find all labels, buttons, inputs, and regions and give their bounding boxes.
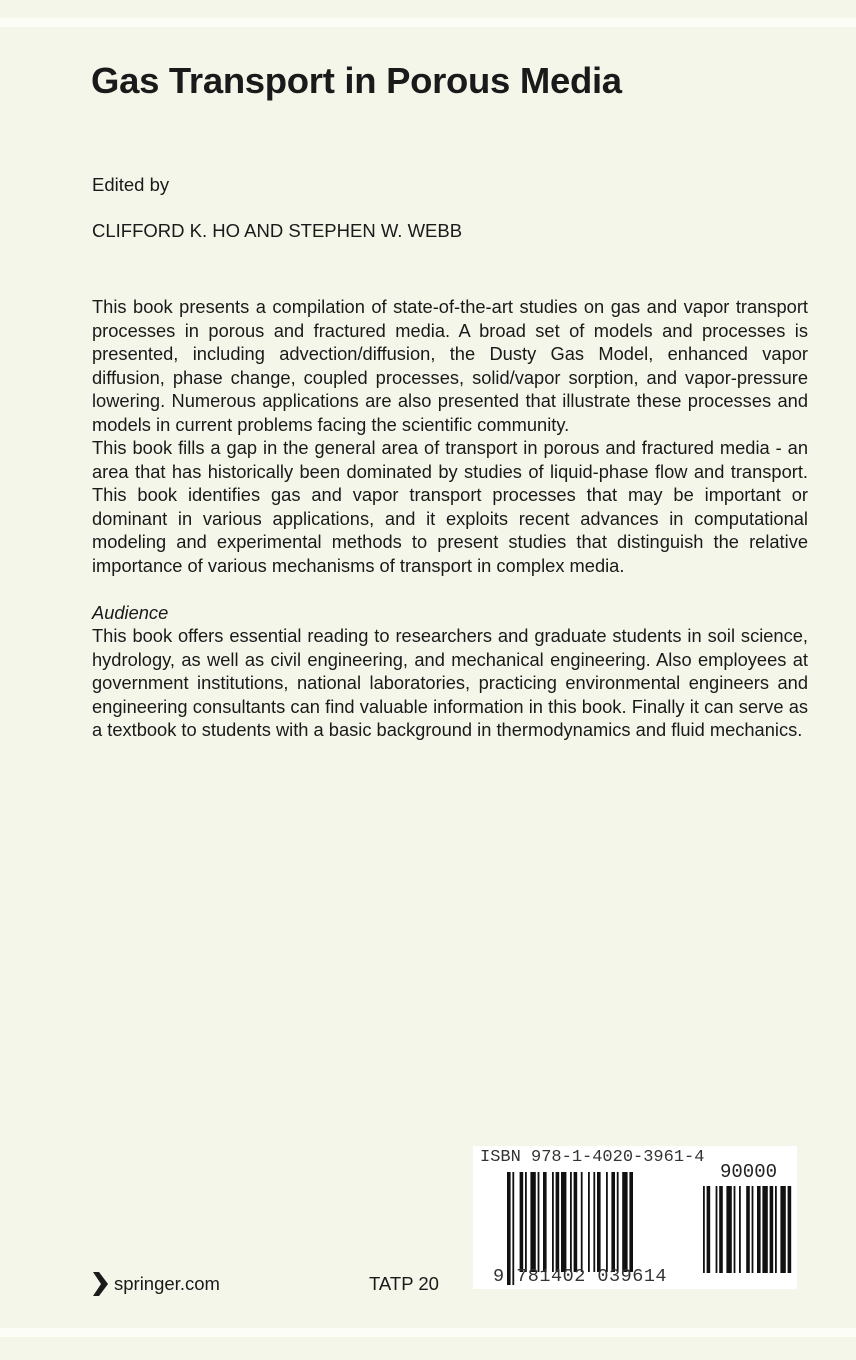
- barcode-bar: [520, 1172, 524, 1272]
- barcode-bar: [629, 1172, 633, 1272]
- audience-heading: Audience: [92, 601, 169, 623]
- barcode-bar: [611, 1172, 615, 1272]
- barcode-bar: [543, 1172, 547, 1272]
- barcode-bar: [622, 1172, 627, 1272]
- description-paragraph: This book presents a compilation of state-of-the-art studies on gas and vapor transport processes in porous and fractured media. A broad set of models and processes is presented, including advection/diffusion, the Dusty Gas Model, enhanced vapor diffusion, phase change, coupled processes, solid/vapor sorption, and vapor-pressure lowering. Numerous applications are also presented that illustrate these processes and models in current problems facing the scientific community.: [92, 296, 808, 435]
- ean-digits: 9 781402 039614: [493, 1266, 668, 1287]
- addon-bar: [746, 1186, 750, 1273]
- barcode-bar: [606, 1172, 608, 1272]
- website-label: springer.com: [114, 1273, 220, 1294]
- description-paragraph: This book fills a gap in the general area of transport in porous and fractured media - an area that has historically been dominated by studies of liquid-phase flow and transport. This book identifies gas and vapor transport processes that may be important or dominant in various applications, and it exploits recent advances in computational modeling and experimental methods to present studies that distinguish the relative importance of various mechanisms of transport in complex media.: [92, 437, 808, 576]
- barcode-bar: [574, 1172, 578, 1272]
- addon-bar: [757, 1186, 761, 1273]
- barcode-bar: [552, 1172, 554, 1272]
- addon-bar: [719, 1186, 723, 1273]
- top-stripe: [0, 18, 856, 27]
- addon-code: 90000: [720, 1161, 778, 1183]
- series-code: TATP 20: [369, 1273, 439, 1294]
- addon-bar: [716, 1186, 718, 1273]
- barcode-bar: [538, 1172, 540, 1272]
- barcode-bar: [561, 1172, 566, 1272]
- addon-bar: [707, 1186, 711, 1273]
- addon-bar: [762, 1186, 767, 1273]
- chevron-right-icon: [92, 1272, 108, 1296]
- addon-bar: [726, 1186, 731, 1273]
- barcode-bar: [617, 1172, 619, 1272]
- barcode-bar: [556, 1172, 560, 1272]
- bottom-stripe: [0, 1328, 856, 1337]
- book-title: Gas Transport in Porous Media: [91, 60, 622, 101]
- barcode-bar: [597, 1172, 601, 1272]
- description: [92, 295, 808, 742]
- springer-link[interactable]: [92, 1272, 220, 1296]
- addon-bar: [703, 1186, 705, 1273]
- edited-by-label: Edited by: [92, 174, 170, 195]
- addon-bar: [739, 1186, 741, 1273]
- barcode-bar: [593, 1172, 595, 1272]
- addon-bar: [775, 1186, 777, 1273]
- addon-bar: [780, 1186, 785, 1273]
- addon-bar: [752, 1186, 754, 1273]
- barcode-bar: [570, 1172, 572, 1272]
- addon-bar: [734, 1186, 736, 1273]
- audience-text: This book offers essential reading to researchers and graduate students in soil science, hydrology, as well as civil engineering, and mechanical engineering. Also employees at government institutions, national laboratories, practicing environmental engineers and engineering consultants can find valuable information in this book. Finally it can serve as a textbook to students with a basic background in thermodynamics and fluid mechanics.: [92, 625, 808, 740]
- barcode-bar: [525, 1172, 527, 1272]
- barcode-bar: [581, 1172, 583, 1272]
- isbn-label: ISBN 978-1-4020-3961-4: [480, 1148, 705, 1167]
- editors: CLIFFORD K. HO AND STEPHEN W. WEBB: [92, 220, 463, 241]
- addon-bar: [770, 1186, 774, 1273]
- isbn-barcode: [473, 1146, 797, 1289]
- barcode-bar: [530, 1172, 535, 1272]
- barcode-bar: [588, 1172, 590, 1272]
- addon-bar: [788, 1186, 792, 1273]
